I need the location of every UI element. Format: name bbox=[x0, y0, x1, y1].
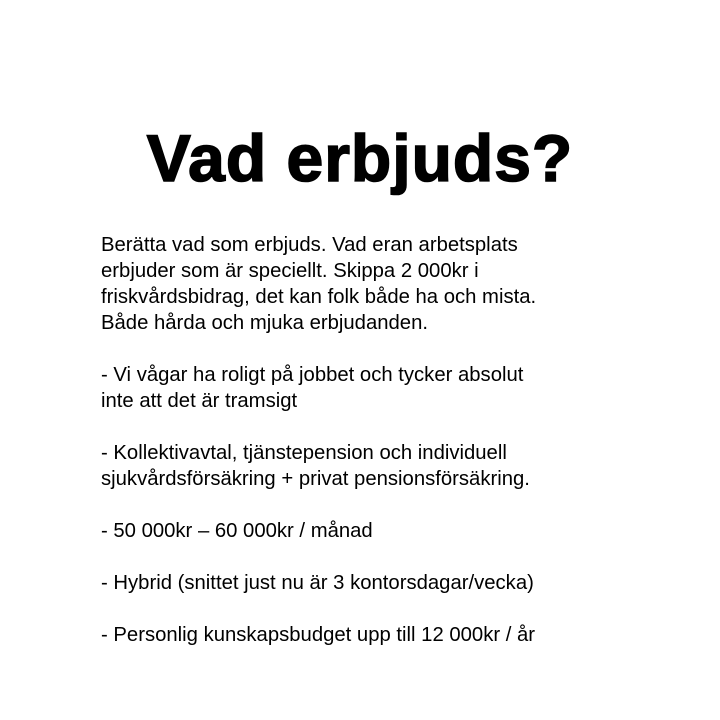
intro-paragraph: Berätta vad som erbjuds. Vad eran arbetsplats erbjuder som är speciellt. Skippa 2 000kr i friskvårdsbidrag, det kan folk både ha och mista. Både hårda och mjuka erbjudanden. bbox=[101, 234, 537, 334]
slide-body bbox=[101, 232, 701, 648]
slide-title: Vad erbjuds? bbox=[146, 121, 574, 195]
list-item: - Personlig kunskapsbudget upp till 12 000kr / år bbox=[101, 624, 536, 646]
list-item: - Hybrid (snittet just nu är 3 kontorsdagar/vecka) bbox=[101, 572, 534, 594]
list-item: - 50 000kr – 60 000kr / månad bbox=[101, 520, 373, 542]
list-item: - Vi vågar ha roligt på jobbet och tycker absolut inte att det är tramsigt bbox=[101, 364, 524, 412]
list-item: - Kollektivavtal, tjänstepension och individuell sjukvårdsförsäkring + privat pensionsförsäkring. bbox=[101, 442, 530, 490]
